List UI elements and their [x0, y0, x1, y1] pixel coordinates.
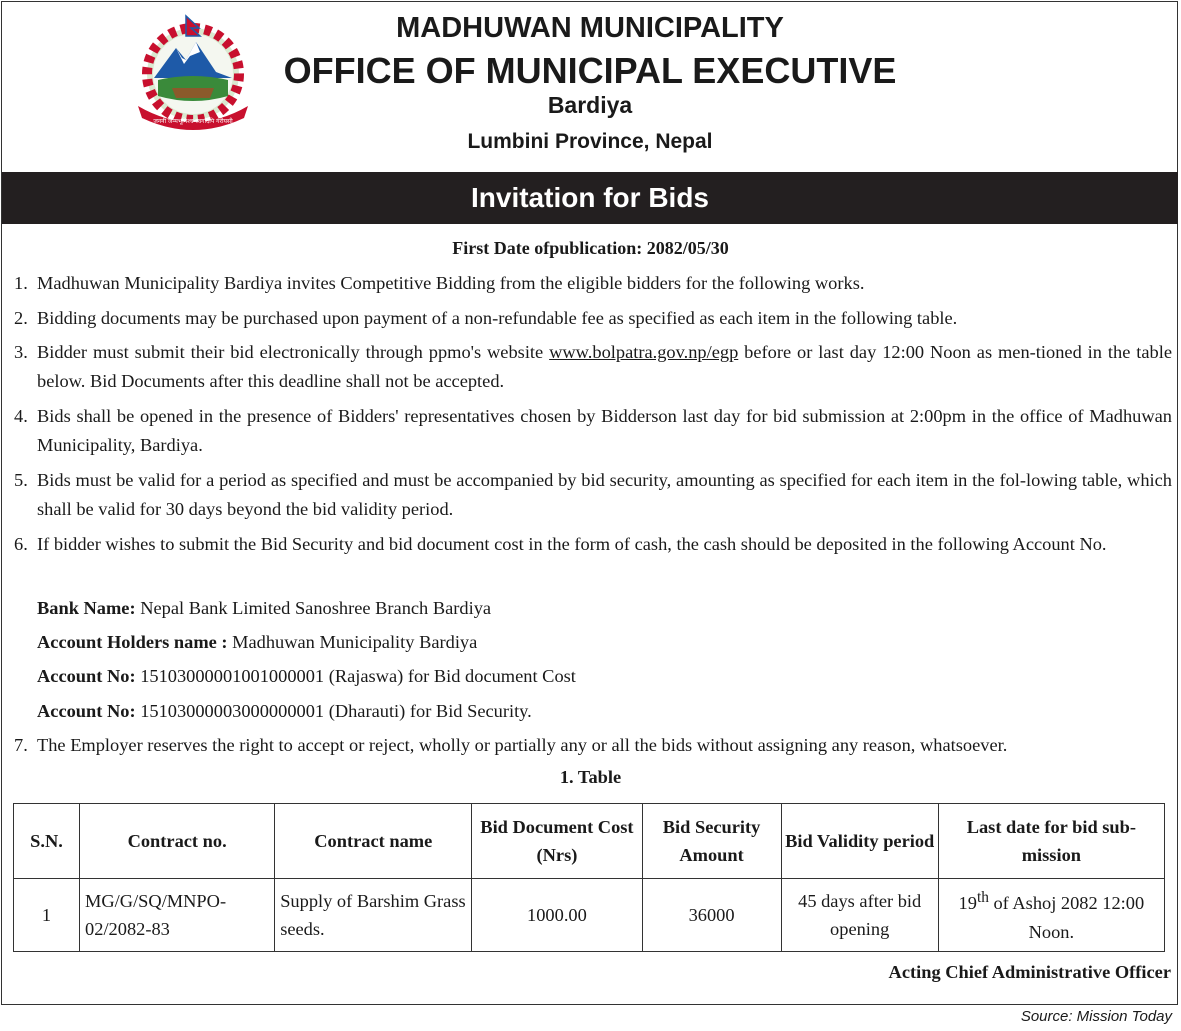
- source-credit: Source: Mission Today: [1020, 1008, 1172, 1025]
- list-item: 1. Madhuwan Municipality Bardiya invites Competitive Bidding from the eligible bidders for the following works.: [14, 273, 865, 293]
- list-item: 2. Bidding documents may be purchased upon payment of a non-refundable fee as specified as each item in the following table.: [14, 308, 958, 328]
- column-header: Contract no.: [80, 804, 275, 879]
- signature-title: Acting Chief Administrative Officer: [888, 962, 1171, 982]
- notice-banner: [2, 172, 1178, 224]
- account-number-line: Account No: 15103000003000000001 (Dharauti) for Bid Security.: [37, 701, 532, 721]
- column-header: S.N.: [14, 804, 80, 879]
- column-header: Bid Document Cost (Nrs): [472, 804, 642, 879]
- column-header: Bid Validity period: [781, 804, 938, 879]
- list-item: 3. Bidder must submit their bid electronically through ppmo's website www.bolpatra.gov.np/egp before or last day 12:00 Noon as men-tioned in the table below. Bid Documents after this deadline shall not be accepted.: [14, 342, 1173, 391]
- emblem-motto: जननी जन्मभूमिश्च स्वर्गादपि गरीयसी: [153, 118, 233, 125]
- publication-date: First Date ofpublication: 2082/05/30: [452, 238, 729, 258]
- office-title: OFFICE OF MUNICIPAL EXECUTIVE: [283, 50, 897, 91]
- list-item: 7. The Employer reserves the right to accept or reject, wholly or partially any or all the bids without assigning any reason, whatsoever.: [14, 735, 1008, 755]
- table-cell: 19th of Ashoj 2082 12:00 Noon.: [938, 879, 1164, 952]
- account-number-line: Account No: 15103000001001000001 (Rajaswa) for Bid document Cost: [37, 666, 576, 686]
- table-cell: MG/G/SQ/MNPO-02/2082-83: [80, 879, 275, 952]
- table-row: [14, 879, 1165, 952]
- list-item: 6. If bidder wishes to submit the Bid Security and bid document cost in the form of cash, the cash should be deposited in the following Account No.: [14, 534, 1107, 554]
- table-cell: 1: [14, 879, 80, 952]
- bolpatra-link[interactable]: www.bolpatra.gov.np/egp: [549, 342, 739, 362]
- province-name: Lumbini Province, Nepal: [467, 130, 713, 153]
- table-cell: 36000: [642, 879, 781, 952]
- column-header: Contract name: [275, 804, 472, 879]
- table-cell: 1000.00: [472, 879, 642, 952]
- list-item: 5. Bids must be valid for a period as specified and must be accompanied by bid security, amounting as specified for each item in the fol-lowing table, which shall be valid for 30 days beyond the bid validity period.: [14, 470, 1172, 519]
- list-item: 4. Bids shall be opened in the presence of Bidders' representatives chosen by Bidderson last day for bid submission at 2:00pm in the office of Madhuwan Municipality, Bardiya.: [14, 406, 1172, 455]
- column-header: Bid Security Amount: [642, 804, 781, 879]
- table-cell: Supply of Barshim Grass seeds.: [275, 879, 472, 952]
- bid-table: [13, 803, 1165, 952]
- table-header-row: [14, 804, 1165, 879]
- bank-name-line: Bank Name: Nepal Bank Limited Sanoshree Branch Bardiya: [37, 598, 492, 618]
- column-header: Last date for bid sub-mission: [938, 804, 1164, 879]
- banner-title: Invitation for Bids: [471, 182, 709, 213]
- table-caption: 1. Table: [559, 767, 622, 787]
- municipality-name: MADHUWAN MUNICIPALITY: [396, 12, 784, 44]
- table-cell: 45 days after bid opening: [781, 879, 938, 952]
- district-name: Bardiya: [547, 92, 633, 118]
- account-holder-line: Account Holders name : Madhuwan Municipality Bardiya: [37, 632, 478, 652]
